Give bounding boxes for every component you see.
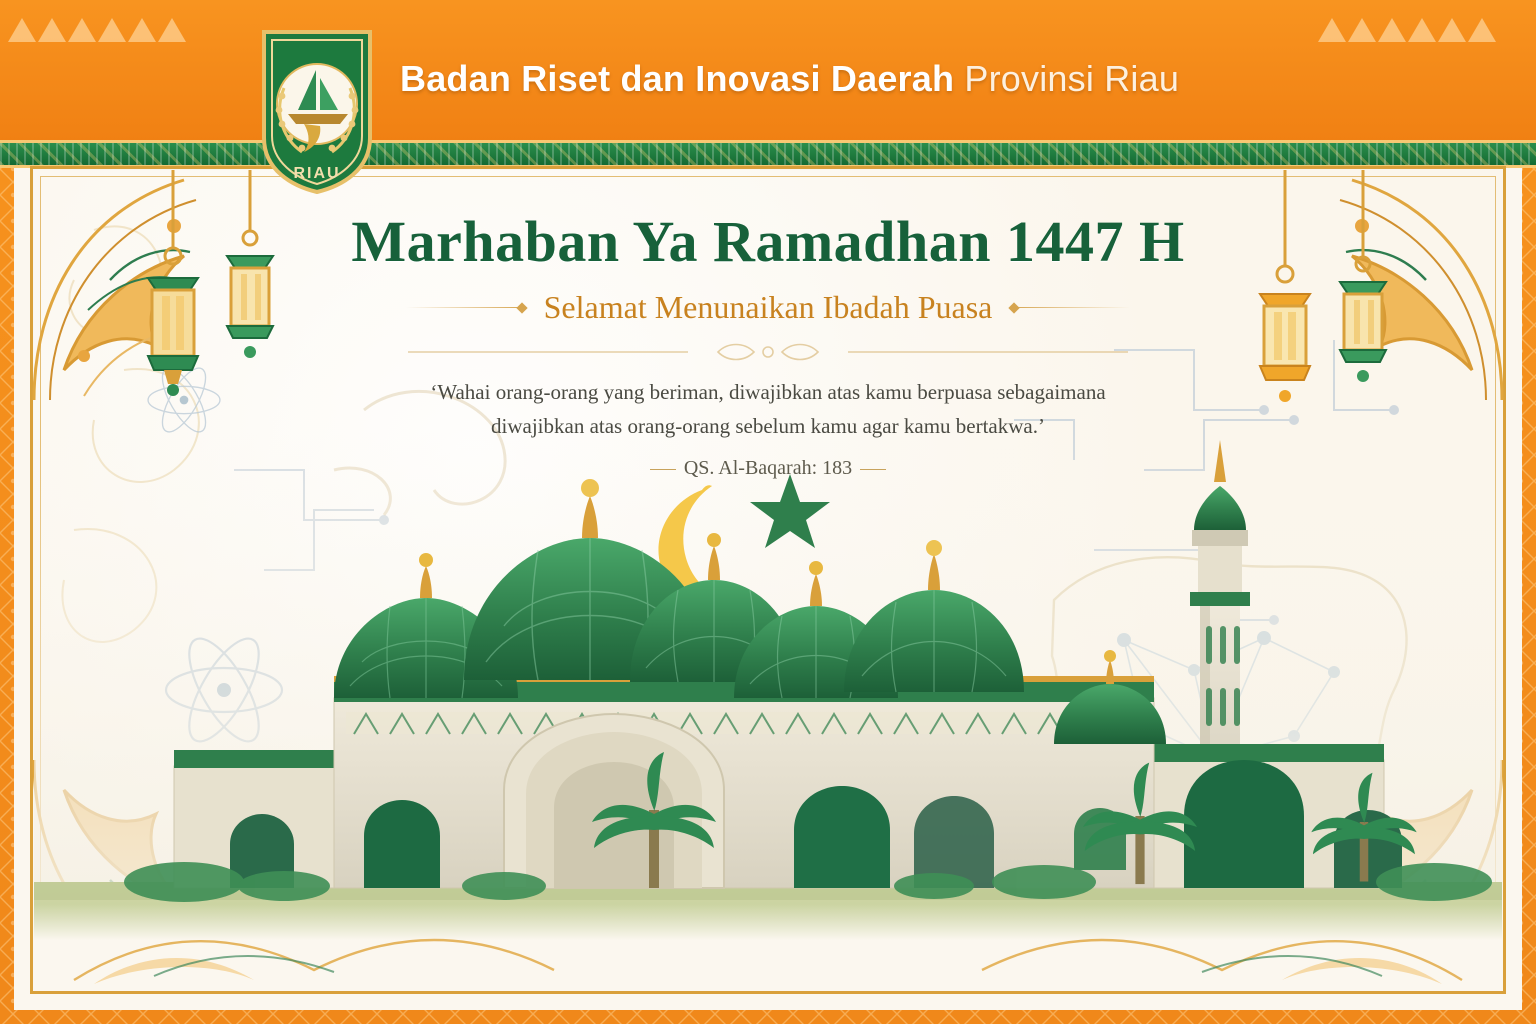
quran-quote-source: QS. Al-Baqarah: 183: [650, 457, 886, 480]
crest-label: RIAU: [293, 165, 341, 182]
ramadan-lantern-icon: [1308, 170, 1418, 400]
ornament-divider: [388, 338, 1148, 364]
header-ornament-left: [8, 12, 218, 48]
page-subtitle: Selamat Menunaikan Ibadah Puasa: [543, 289, 993, 325]
page-title: Marhaban Ya Ramadhan 1447 H: [351, 209, 1185, 274]
header-ornament-right: [1318, 12, 1528, 48]
footer-ornament: [34, 910, 1502, 990]
header-title-bold: Badan Riset dan Inovasi Daerah: [400, 58, 955, 99]
footer-strip: [34, 904, 1502, 990]
header-title: [400, 58, 1179, 100]
quran-quote: ‘Wahai orang-orang yang beriman, diwajibkan atas kamu berpuasa sebagaimana diwajibkan atas orang-orang sebelum kamu agar kamu bertakwa.’: [430, 380, 1106, 438]
divider-right: [1010, 302, 1130, 314]
songket-ribbon: [0, 140, 1536, 168]
header-title-light: Provinsi Riau: [964, 58, 1180, 99]
divider-left: [406, 302, 526, 314]
ramadan-lantern-icon: [195, 170, 305, 385]
